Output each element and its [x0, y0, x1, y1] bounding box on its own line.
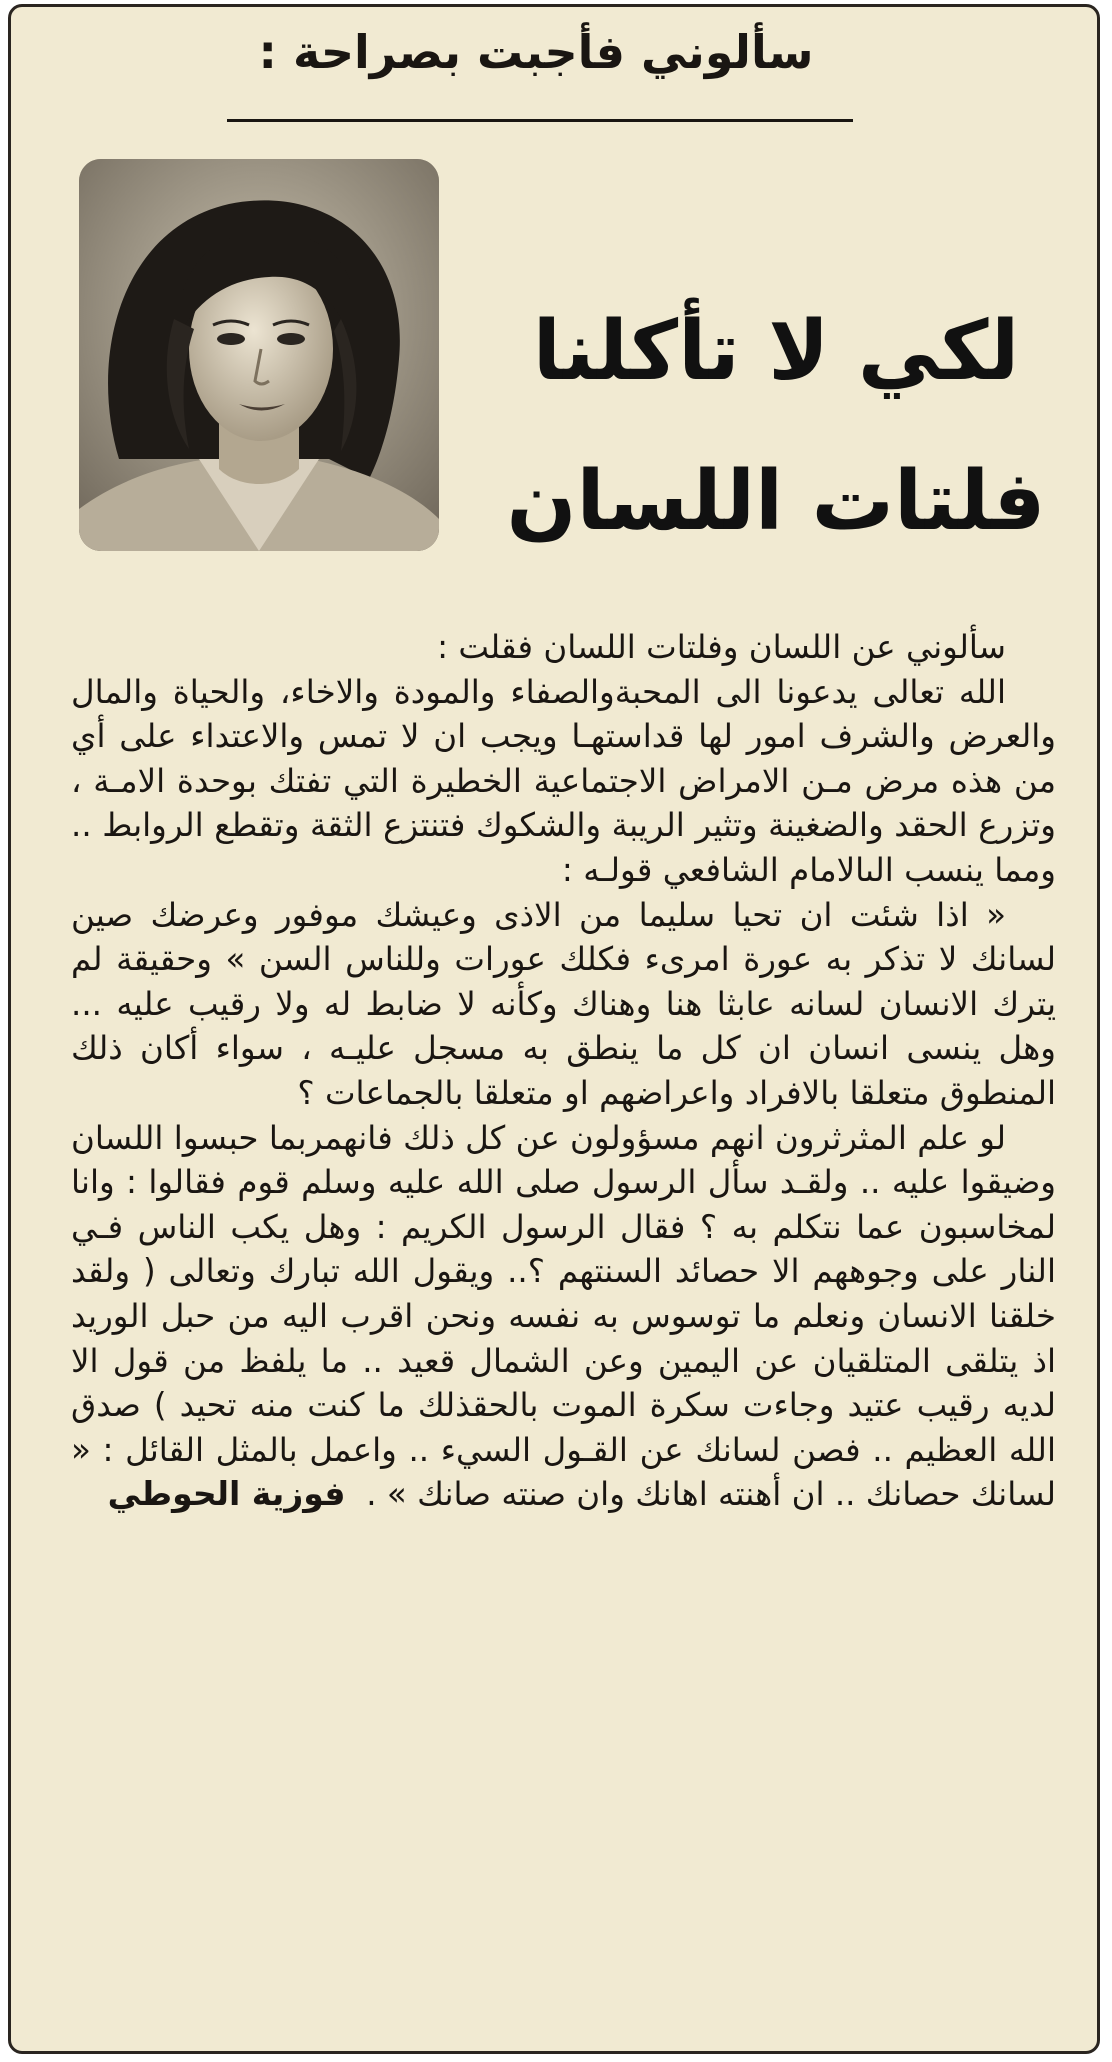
article-body	[71, 625, 1056, 1517]
newspaper-clipping	[8, 4, 1100, 2054]
headline-line-1: لكي لا تأكلنا	[532, 304, 1020, 399]
paragraph-1: سألوني عن اللسان وفلتات اللسان فقلت :	[437, 628, 1006, 666]
portrait-icon	[79, 159, 439, 551]
paragraph-3: « اذا شئت ان تحيا سليما من الاذى وعيشك موفور وعرضك صين لسانك لا تذكر به عورة امرىء فكلك عورات وللناس السن » وحقيقة لم يترك الانسان لسانه عابثا هنا وهناك وكأنه لا ضابط له ولا رقيب عليه ... وهل ينسى انسان ان كل ما ينطق به مسجل عليـه ، سواء أكان ذلك المنطوق متعلقا بالافراد واعراضهم او متعلقا بالجماعات ؟	[71, 895, 1056, 1112]
article-headline	[471, 277, 1081, 577]
author-byline: فوزية الحوطي	[107, 1474, 346, 1514]
author-portrait-photo	[79, 159, 439, 551]
paragraph-2: الله تعالى يدعونا الى المحبةوالصفاء والمودة والاخاء، والحياة والمال والعرض والشرف امور لها قداستهـا ويجب ان لا تمس والاعتداء على أي من هذه مرض مـن الامراض الاجتماعية الخطيرة التي تفتك بوحدة الامـة ، وتزرع الحقد والضغينة وتثير الريبة والشكوك فتنتزع الثقة وتقطع الروابط .. ومما ينسب الىالامام الشافعي قولـه :	[71, 672, 1056, 889]
header-rule	[227, 119, 853, 122]
paragraph-4-text: لو علم المثرثرون انهم مسؤولون عن كل ذلك فانهمربما حبسوا اللسان وضيقوا عليه .. ولقـد سأل الرسول صلى الله عليه وسلم قوم فقالوا : وانا لمخاسبون عما نتكلم به ؟ فقال الرسول الكريم : وهل يكب الناس فـي النار على وجوههم الا حصائد السنتهم ؟.. ويقول الله تبارك وتعالى ( ولقد خلقنا الانسان ونعلم ما توسوس به نفسه ونحن اقرب اليه من حبل الوريد اذ يتلقى المتلقيان عن اليمين وعن الشمال قعيد .. ما يلفظ من قول الا لديه رقيب عتيد وجاءت سكرة الموت بالحقذلك ما كنت منه تحيد ) صدق الله العظيم .. فصن لسانك عن القـول السيء .. واعمل بالمثل القائل : « لسانك حصانك .. ان أهنته اهانك وان صنته صانك » .	[71, 1118, 1056, 1514]
column-header: سألوني فأجبت بصراحة :	[258, 25, 814, 79]
paragraph-4	[71, 1116, 1056, 1517]
headline-line-2: فلتات اللسان	[506, 454, 1046, 549]
